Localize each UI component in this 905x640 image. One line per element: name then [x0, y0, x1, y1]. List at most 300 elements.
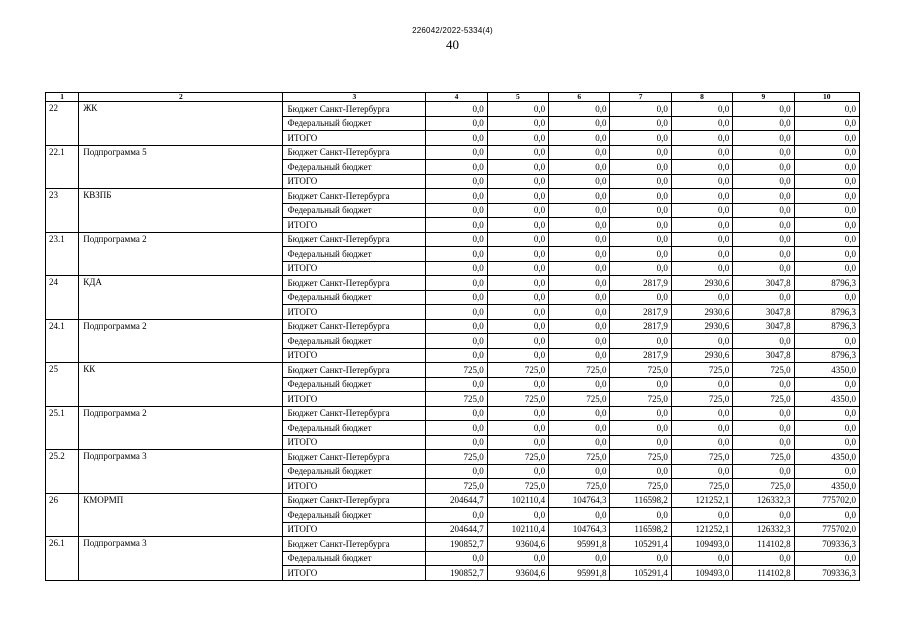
value-cell: 725,0 — [549, 392, 610, 407]
value-cell: 725,0 — [487, 363, 548, 378]
value-cell: 109493,0 — [671, 537, 732, 552]
value-cell: 0,0 — [426, 348, 487, 363]
column-number: 5 — [487, 93, 548, 102]
value-cell: 0,0 — [671, 203, 732, 218]
value-cell: 0,0 — [610, 421, 671, 436]
column-number: 8 — [671, 93, 732, 102]
value-cell: 104764,3 — [549, 522, 610, 537]
funding-source: ИТОГО — [283, 479, 426, 494]
value-cell: 0,0 — [487, 464, 548, 479]
value-cell: 725,0 — [487, 450, 548, 465]
value-cell: 0,0 — [733, 102, 794, 117]
value-cell: 0,0 — [794, 218, 859, 233]
value-cell: 0,0 — [794, 160, 859, 175]
funding-source: Бюджет Санкт-Петербурга — [283, 493, 426, 508]
column-number-row — [46, 93, 860, 102]
value-cell: 0,0 — [610, 334, 671, 349]
value-cell: 109493,0 — [671, 566, 732, 581]
document-number: 226042/2022-5334(4) — [412, 26, 493, 35]
value-cell: 0,0 — [426, 102, 487, 117]
value-cell: 0,0 — [794, 290, 859, 305]
value-cell: 0,0 — [794, 203, 859, 218]
funding-source: ИТОГО — [283, 174, 426, 189]
value-cell: 0,0 — [794, 261, 859, 276]
value-cell: 725,0 — [610, 450, 671, 465]
row-code: 25 — [46, 363, 79, 407]
table-row — [46, 276, 860, 291]
value-cell: 0,0 — [549, 232, 610, 247]
funding-source: Федеральный бюджет — [283, 116, 426, 131]
value-cell: 725,0 — [733, 479, 794, 494]
funding-source: ИТОГО — [283, 392, 426, 407]
value-cell: 0,0 — [671, 189, 732, 204]
value-cell: 2817,9 — [610, 348, 671, 363]
value-cell: 0,0 — [426, 145, 487, 160]
value-cell: 0,0 — [671, 435, 732, 450]
value-cell: 0,0 — [794, 174, 859, 189]
row-code: 24.1 — [46, 319, 79, 363]
value-cell: 102110,4 — [487, 522, 548, 537]
value-cell: 0,0 — [549, 276, 610, 291]
funding-source: ИТОГО — [283, 522, 426, 537]
funding-source: Бюджет Санкт-Петербурга — [283, 450, 426, 465]
value-cell: 0,0 — [794, 102, 859, 117]
value-cell: 2817,9 — [610, 305, 671, 320]
value-cell: 0,0 — [610, 131, 671, 146]
funding-source: Бюджет Санкт-Петербурга — [283, 363, 426, 378]
value-cell: 0,0 — [426, 160, 487, 175]
value-cell: 0,0 — [426, 305, 487, 320]
row-name: Подпрограмма 3 — [79, 537, 283, 581]
value-cell: 0,0 — [610, 174, 671, 189]
value-cell: 0,0 — [549, 348, 610, 363]
row-code: 25.2 — [46, 450, 79, 494]
value-cell: 0,0 — [426, 116, 487, 131]
value-cell: 0,0 — [671, 218, 732, 233]
value-cell: 0,0 — [549, 218, 610, 233]
value-cell: 114102,8 — [733, 566, 794, 581]
value-cell: 725,0 — [610, 392, 671, 407]
value-cell: 4350,0 — [794, 479, 859, 494]
value-cell: 775702,0 — [794, 493, 859, 508]
value-cell: 105291,4 — [610, 566, 671, 581]
row-name: Подпрограмма 2 — [79, 232, 283, 276]
row-code: 24 — [46, 276, 79, 320]
funding-source: ИТОГО — [283, 305, 426, 320]
row-code: 26 — [46, 493, 79, 537]
value-cell: 3047,8 — [733, 305, 794, 320]
funding-source: Федеральный бюджет — [283, 160, 426, 175]
funding-source: Бюджет Санкт-Петербурга — [283, 319, 426, 334]
value-cell: 725,0 — [487, 392, 548, 407]
column-number: 1 — [46, 93, 79, 102]
row-code: 22 — [46, 102, 79, 146]
table-row — [46, 189, 860, 204]
value-cell: 725,0 — [733, 363, 794, 378]
value-cell: 0,0 — [733, 116, 794, 131]
value-cell: 204644,7 — [426, 522, 487, 537]
funding-source: Бюджет Санкт-Петербурга — [283, 537, 426, 552]
value-cell: 0,0 — [794, 145, 859, 160]
value-cell: 0,0 — [426, 232, 487, 247]
value-cell: 0,0 — [733, 464, 794, 479]
value-cell: 0,0 — [487, 508, 548, 523]
row-name: КК — [79, 363, 283, 407]
value-cell: 2817,9 — [610, 319, 671, 334]
value-cell: 0,0 — [671, 421, 732, 436]
value-cell: 0,0 — [549, 305, 610, 320]
value-cell: 8796,3 — [794, 305, 859, 320]
value-cell: 0,0 — [426, 218, 487, 233]
value-cell: 121252,1 — [671, 493, 732, 508]
table-row — [46, 319, 860, 334]
value-cell: 95991,8 — [549, 537, 610, 552]
value-cell: 725,0 — [671, 392, 732, 407]
value-cell: 0,0 — [549, 145, 610, 160]
value-cell: 0,0 — [487, 189, 548, 204]
column-number: 2 — [79, 93, 283, 102]
value-cell: 0,0 — [487, 435, 548, 450]
value-cell: 0,0 — [794, 406, 859, 421]
value-cell: 0,0 — [610, 102, 671, 117]
value-cell: 0,0 — [733, 203, 794, 218]
column-number: 10 — [794, 93, 859, 102]
row-code: 22.1 — [46, 145, 79, 189]
value-cell: 0,0 — [671, 261, 732, 276]
value-cell: 0,0 — [671, 551, 732, 566]
value-cell: 709336,3 — [794, 566, 859, 581]
value-cell: 114102,8 — [733, 537, 794, 552]
value-cell: 0,0 — [794, 435, 859, 450]
value-cell: 0,0 — [549, 334, 610, 349]
value-cell: 0,0 — [549, 377, 610, 392]
value-cell: 0,0 — [733, 232, 794, 247]
value-cell: 4350,0 — [794, 363, 859, 378]
value-cell: 0,0 — [733, 261, 794, 276]
value-cell: 0,0 — [426, 508, 487, 523]
row-name: КВЗПБ — [79, 189, 283, 233]
row-name: Подпрограмма 2 — [79, 319, 283, 363]
value-cell: 725,0 — [610, 479, 671, 494]
value-cell: 725,0 — [671, 363, 732, 378]
value-cell: 0,0 — [794, 334, 859, 349]
value-cell: 0,0 — [733, 334, 794, 349]
value-cell: 725,0 — [549, 363, 610, 378]
value-cell: 0,0 — [487, 116, 548, 131]
value-cell: 8796,3 — [794, 319, 859, 334]
funding-source: Бюджет Санкт-Петербурга — [283, 102, 426, 117]
value-cell: 8796,3 — [794, 276, 859, 291]
value-cell: 725,0 — [487, 479, 548, 494]
funding-source: Бюджет Санкт-Петербурга — [283, 406, 426, 421]
value-cell: 725,0 — [610, 363, 671, 378]
funding-source: Федеральный бюджет — [283, 508, 426, 523]
funding-source: Бюджет Санкт-Петербурга — [283, 189, 426, 204]
value-cell: 0,0 — [794, 247, 859, 262]
value-cell: 0,0 — [549, 247, 610, 262]
funding-source: ИТОГО — [283, 261, 426, 276]
value-cell: 0,0 — [487, 218, 548, 233]
value-cell: 0,0 — [794, 232, 859, 247]
value-cell: 126332,3 — [733, 493, 794, 508]
value-cell: 0,0 — [487, 319, 548, 334]
value-cell: 0,0 — [610, 232, 671, 247]
value-cell: 0,0 — [549, 508, 610, 523]
value-cell: 126332,3 — [733, 522, 794, 537]
column-number: 6 — [549, 93, 610, 102]
value-cell: 0,0 — [487, 551, 548, 566]
value-cell: 0,0 — [671, 232, 732, 247]
value-cell: 0,0 — [610, 377, 671, 392]
value-cell: 190852,7 — [426, 537, 487, 552]
value-cell: 0,0 — [733, 247, 794, 262]
value-cell: 0,0 — [487, 131, 548, 146]
funding-source: Федеральный бюджет — [283, 377, 426, 392]
value-cell: 0,0 — [733, 174, 794, 189]
value-cell: 0,0 — [610, 406, 671, 421]
value-cell: 0,0 — [549, 551, 610, 566]
value-cell: 105291,4 — [610, 537, 671, 552]
value-cell: 0,0 — [426, 290, 487, 305]
value-cell: 0,0 — [549, 421, 610, 436]
value-cell: 0,0 — [733, 377, 794, 392]
table-row — [46, 537, 860, 552]
value-cell: 0,0 — [487, 145, 548, 160]
value-cell: 104764,3 — [549, 493, 610, 508]
value-cell: 725,0 — [549, 450, 610, 465]
value-cell: 0,0 — [549, 174, 610, 189]
value-cell: 0,0 — [549, 406, 610, 421]
value-cell: 0,0 — [487, 232, 548, 247]
value-cell: 121252,1 — [671, 522, 732, 537]
row-name: Подпрограмма 3 — [79, 450, 283, 494]
value-cell: 0,0 — [733, 290, 794, 305]
column-number: 3 — [283, 93, 426, 102]
row-code: 23 — [46, 189, 79, 233]
value-cell: 0,0 — [610, 203, 671, 218]
value-cell: 2930,6 — [671, 276, 732, 291]
value-cell: 0,0 — [733, 189, 794, 204]
value-cell: 0,0 — [426, 334, 487, 349]
row-name: Подпрограмма 5 — [79, 145, 283, 189]
value-cell: 725,0 — [426, 479, 487, 494]
row-code: 26.1 — [46, 537, 79, 581]
value-cell: 0,0 — [549, 160, 610, 175]
value-cell: 0,0 — [487, 290, 548, 305]
value-cell: 0,0 — [610, 290, 671, 305]
value-cell: 0,0 — [487, 334, 548, 349]
table-row — [46, 232, 860, 247]
value-cell: 4350,0 — [794, 450, 859, 465]
funding-source: ИТОГО — [283, 566, 426, 581]
value-cell: 725,0 — [549, 479, 610, 494]
value-cell: 93604,6 — [487, 566, 548, 581]
value-cell: 2930,6 — [671, 305, 732, 320]
value-cell: 0,0 — [610, 435, 671, 450]
value-cell: 725,0 — [426, 450, 487, 465]
funding-source: Федеральный бюджет — [283, 464, 426, 479]
value-cell: 0,0 — [426, 131, 487, 146]
funding-source: ИТОГО — [283, 218, 426, 233]
funding-source: ИТОГО — [283, 131, 426, 146]
value-cell: 0,0 — [549, 203, 610, 218]
value-cell: 725,0 — [426, 392, 487, 407]
value-cell: 3047,8 — [733, 276, 794, 291]
funding-source: Федеральный бюджет — [283, 421, 426, 436]
value-cell: 0,0 — [671, 508, 732, 523]
value-cell: 725,0 — [733, 392, 794, 407]
value-cell: 0,0 — [487, 421, 548, 436]
funding-source: ИТОГО — [283, 348, 426, 363]
value-cell: 0,0 — [549, 290, 610, 305]
funding-source: ИТОГО — [283, 435, 426, 450]
funding-source: Федеральный бюджет — [283, 203, 426, 218]
value-cell: 725,0 — [671, 479, 732, 494]
value-cell: 0,0 — [671, 464, 732, 479]
value-cell: 0,0 — [671, 116, 732, 131]
row-name: КМОРМП — [79, 493, 283, 537]
page-number: 40 — [446, 37, 459, 52]
row-code: 25.1 — [46, 406, 79, 450]
funding-source: Бюджет Санкт-Петербурга — [283, 276, 426, 291]
value-cell: 0,0 — [426, 261, 487, 276]
row-name: КДА — [79, 276, 283, 320]
table-row — [46, 493, 860, 508]
funding-source: Федеральный бюджет — [283, 334, 426, 349]
value-cell: 3047,8 — [733, 348, 794, 363]
table-row — [46, 145, 860, 160]
value-cell: 0,0 — [426, 406, 487, 421]
value-cell: 709336,3 — [794, 537, 859, 552]
value-cell: 204644,7 — [426, 493, 487, 508]
value-cell: 0,0 — [549, 261, 610, 276]
column-number: 9 — [733, 93, 794, 102]
value-cell: 0,0 — [671, 290, 732, 305]
value-cell: 0,0 — [487, 247, 548, 262]
value-cell: 2930,6 — [671, 348, 732, 363]
value-cell: 0,0 — [487, 261, 548, 276]
value-cell: 725,0 — [733, 450, 794, 465]
budget-table — [45, 92, 860, 581]
value-cell: 0,0 — [794, 377, 859, 392]
value-cell: 0,0 — [794, 189, 859, 204]
value-cell: 0,0 — [487, 160, 548, 175]
value-cell: 0,0 — [794, 116, 859, 131]
table-row — [46, 363, 860, 378]
value-cell: 0,0 — [610, 261, 671, 276]
value-cell: 0,0 — [671, 131, 732, 146]
column-number: 7 — [610, 93, 671, 102]
value-cell: 0,0 — [794, 508, 859, 523]
value-cell: 0,0 — [671, 334, 732, 349]
value-cell: 0,0 — [426, 247, 487, 262]
value-cell: 0,0 — [426, 203, 487, 218]
value-cell: 0,0 — [426, 377, 487, 392]
value-cell: 0,0 — [487, 203, 548, 218]
value-cell: 95991,8 — [549, 566, 610, 581]
row-name: ЖК — [79, 102, 283, 146]
value-cell: 0,0 — [671, 160, 732, 175]
value-cell: 0,0 — [671, 145, 732, 160]
funding-source: Федеральный бюджет — [283, 247, 426, 262]
value-cell: 0,0 — [610, 189, 671, 204]
value-cell: 0,0 — [794, 551, 859, 566]
value-cell: 8796,3 — [794, 348, 859, 363]
value-cell: 725,0 — [426, 363, 487, 378]
table-row — [46, 102, 860, 117]
value-cell: 0,0 — [549, 116, 610, 131]
value-cell: 0,0 — [549, 435, 610, 450]
table-row — [46, 406, 860, 421]
value-cell: 725,0 — [671, 450, 732, 465]
value-cell: 116598,2 — [610, 522, 671, 537]
value-cell: 0,0 — [671, 102, 732, 117]
value-cell: 3047,8 — [733, 319, 794, 334]
value-cell: 0,0 — [487, 276, 548, 291]
value-cell: 0,0 — [610, 160, 671, 175]
value-cell: 102110,4 — [487, 493, 548, 508]
value-cell: 0,0 — [487, 348, 548, 363]
value-cell: 0,0 — [610, 551, 671, 566]
value-cell: 0,0 — [733, 435, 794, 450]
column-number: 4 — [426, 93, 487, 102]
value-cell: 0,0 — [426, 435, 487, 450]
value-cell: 0,0 — [426, 174, 487, 189]
value-cell: 0,0 — [610, 508, 671, 523]
value-cell: 116598,2 — [610, 493, 671, 508]
value-cell: 0,0 — [733, 160, 794, 175]
value-cell: 0,0 — [610, 247, 671, 262]
value-cell: 0,0 — [733, 551, 794, 566]
row-name: Подпрограмма 2 — [79, 406, 283, 450]
value-cell: 0,0 — [549, 319, 610, 334]
value-cell: 0,0 — [610, 116, 671, 131]
value-cell: 0,0 — [487, 174, 548, 189]
value-cell: 0,0 — [426, 189, 487, 204]
value-cell: 0,0 — [671, 247, 732, 262]
value-cell: 2930,6 — [671, 319, 732, 334]
value-cell: 2817,9 — [610, 276, 671, 291]
value-cell: 0,0 — [549, 131, 610, 146]
value-cell: 0,0 — [733, 218, 794, 233]
value-cell: 0,0 — [610, 464, 671, 479]
value-cell: 4350,0 — [794, 392, 859, 407]
value-cell: 0,0 — [549, 189, 610, 204]
value-cell: 0,0 — [794, 131, 859, 146]
value-cell: 0,0 — [733, 131, 794, 146]
table-row — [46, 450, 860, 465]
value-cell: 0,0 — [487, 377, 548, 392]
value-cell: 775702,0 — [794, 522, 859, 537]
table-body — [46, 102, 860, 581]
value-cell: 0,0 — [610, 218, 671, 233]
value-cell: 0,0 — [549, 102, 610, 117]
funding-source: Бюджет Санкт-Петербурга — [283, 232, 426, 247]
value-cell: 0,0 — [794, 421, 859, 436]
value-cell: 190852,7 — [426, 566, 487, 581]
value-cell: 93604,6 — [487, 537, 548, 552]
row-code: 23.1 — [46, 232, 79, 276]
value-cell: 0,0 — [733, 508, 794, 523]
value-cell: 0,0 — [610, 145, 671, 160]
funding-source: Федеральный бюджет — [283, 290, 426, 305]
value-cell: 0,0 — [671, 406, 732, 421]
value-cell: 0,0 — [426, 464, 487, 479]
value-cell: 0,0 — [733, 406, 794, 421]
value-cell: 0,0 — [487, 406, 548, 421]
value-cell: 0,0 — [487, 102, 548, 117]
value-cell: 0,0 — [487, 305, 548, 320]
